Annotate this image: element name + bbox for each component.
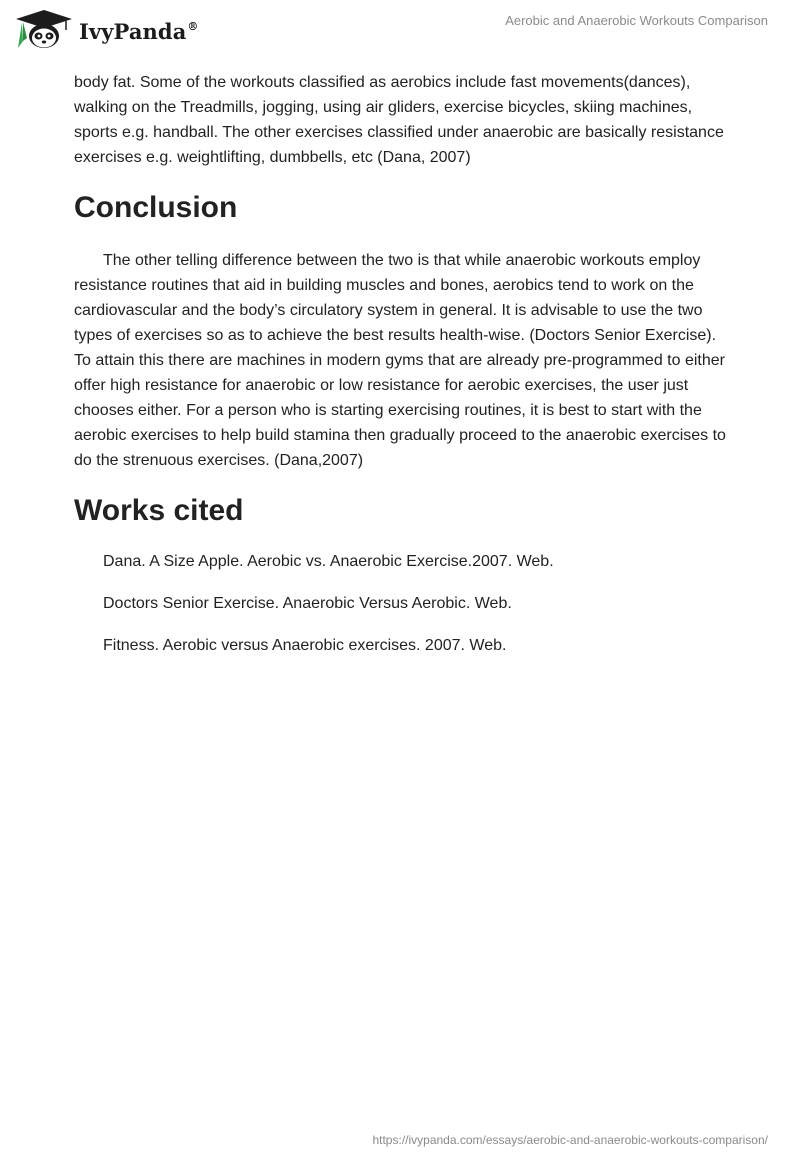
citation-item: Doctors Senior Exercise. Anaerobic Versus Aerobic. Web. xyxy=(103,595,512,612)
citation-item: Dana. A Size Apple. Aerobic vs. Anaerobic Exercise.2007. Web. xyxy=(103,553,554,570)
ivypanda-logo[interactable] xyxy=(14,8,199,50)
essay-content xyxy=(74,70,734,675)
works-cited-heading: Works cited xyxy=(74,494,244,527)
page-header xyxy=(0,0,800,70)
brand-name: IvyPanda® xyxy=(79,18,199,44)
footer-url[interactable]: https://ivypanda.com/essays/aerobic-and-anaerobic-workouts-comparison/ xyxy=(372,1133,768,1147)
citation-item: Fitness. Aerobic versus Anaerobic exercises. 2007. Web. xyxy=(103,637,507,654)
citation-list xyxy=(74,549,734,658)
conclusion-paragraph: The other telling difference between the two is that while anaerobic workouts employ resistance routines that aid in building muscles and bones, aerobics tend to work on the cardiovascular and the body’s circulatory system in general. It is advisable to use the two types of exercises so as to achieve the best results health-wise. (Doctors Senior Exercise). To attain this there are machines in modern gyms that are already pre-programmed to either offer high resistance for anaerobic or low resistance for aerobic exercises, the user just chooses either. For a person who is starting exercising routines, it is best to start with the aerobic exercises to help build stamina then gradually proceed to the anaerobic exercises to do the strenuous exercises. (Dana,2007) xyxy=(74,252,726,469)
conclusion-heading: Conclusion xyxy=(74,191,238,224)
panda-graduation-cap-icon xyxy=(14,8,74,50)
intro-paragraph: body fat. Some of the workouts classified as aerobics include fast movements(dances), walking on the Treadmills, jogging, using air gliders, exercise bicycles, skiing machines, sports e.g. handball. The other exercises classified under anaerobic are basically resistance exercises e.g. weightlifting, dumbbells, etc (Dana, 2007) xyxy=(74,74,724,166)
document-title: Aerobic and Anaerobic Workouts Comparison xyxy=(505,13,768,28)
